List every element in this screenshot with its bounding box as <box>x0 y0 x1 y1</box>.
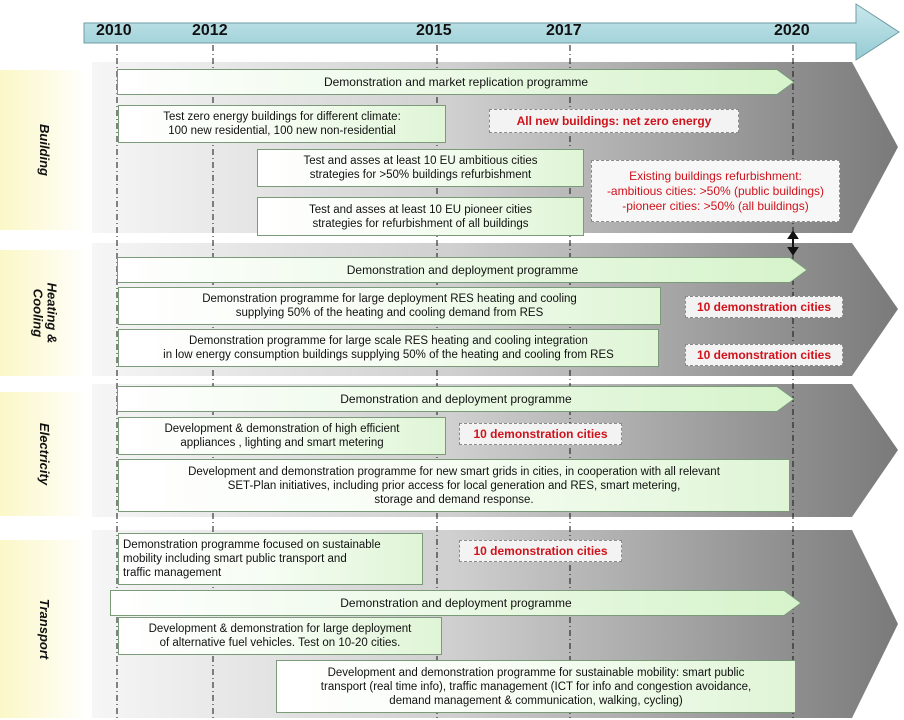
building-box-zero-energy: Test zero energy buildings for different climate: 100 new residential, 100 new non-residential <box>118 105 446 143</box>
programme-arrow-building <box>117 69 795 95</box>
transport-box-sustainable-programme: Development and demonstration programme for sustainable mobility: smart public transport (real time info), traffic management (ICT for info and congestion avoidance, demand management & communication, walking, cycling) <box>276 660 796 713</box>
programme-arrow-electricity <box>117 386 795 412</box>
year-2017: 2017 <box>546 22 582 39</box>
year-2012: 2012 <box>192 22 228 39</box>
electricity-box-efficient-appliances: Development & demonstration of high efficient appliances , lighting and smart metering <box>118 417 446 455</box>
electricity-target: 10 demonstration cities <box>459 423 622 445</box>
year-2015: 2015 <box>416 22 452 39</box>
heating-target-2: 10 demonstration cities <box>685 344 843 366</box>
programme-arrow-transport <box>110 590 802 616</box>
programme-label-electricity: Demonstration and deployment programme <box>340 392 572 406</box>
transport-box-sustainable-mobility: Demonstration programme focused on sustainable mobility including smart public transport and traffic management <box>118 533 423 585</box>
programme-label-building: Demonstration and market replication programme <box>323 75 589 89</box>
programme-arrow-heating <box>117 257 808 283</box>
building-target-net-zero: All new buildings: net zero energy <box>489 109 739 133</box>
heating-target-1: 10 demonstration cities <box>685 296 843 318</box>
building-box-pioneer-cities: Test and asses at least 10 EU pioneer cities strategies for refurbishment of all buildings <box>257 197 584 236</box>
heating-box-large-scale-integration: Demonstration programme for large scale RES heating and cooling integration in low energy consumption buildings supplying 50% of the heating and cooling from RES <box>118 329 659 367</box>
year-2020: 2020 <box>774 22 810 39</box>
transport-target: 10 demonstration cities <box>459 540 622 562</box>
sector-label-electricity: Electricity <box>37 422 52 486</box>
programme-label-heating: Demonstration and deployment programme <box>346 263 579 277</box>
sector-label-heating: Heating & Cooling <box>29 282 59 344</box>
electricity-box-smart-grids: Development and demonstration programme for new smart grids in cities, in cooperation with all relevant SET-Plan initiatives, including prior access for local generation and RES, smart metering, storage and demand response. <box>118 459 790 512</box>
sector-label-building-wrap <box>0 70 88 230</box>
year-2010: 2010 <box>96 22 132 39</box>
sector-label-building: Building <box>37 124 52 176</box>
sector-label-electricity-wrap <box>0 392 88 516</box>
building-target-refurbishment: Existing buildings refurbishment: -ambitious cities: >50% (public buildings) -pioneer cities: >50% (all buildings) <box>591 160 840 222</box>
programme-label-transport: Demonstration and deployment programme <box>340 596 572 610</box>
sector-label-transport: Transport <box>37 598 52 660</box>
transport-box-alternative-fuel: Development & demonstration for large deployment of alternative fuel vehicles. Test on 10-20 cities. <box>118 617 442 655</box>
sector-label-heating-wrap <box>0 250 88 376</box>
heating-box-large-deployment: Demonstration programme for large deployment RES heating and cooling supplying 50% of the heating and cooling demand from RES <box>118 287 661 325</box>
sector-label-transport-wrap <box>0 540 88 718</box>
building-box-ambitious-cities: Test and asses at least 10 EU ambitious cities strategies for >50% buildings refurbishment <box>257 149 584 187</box>
